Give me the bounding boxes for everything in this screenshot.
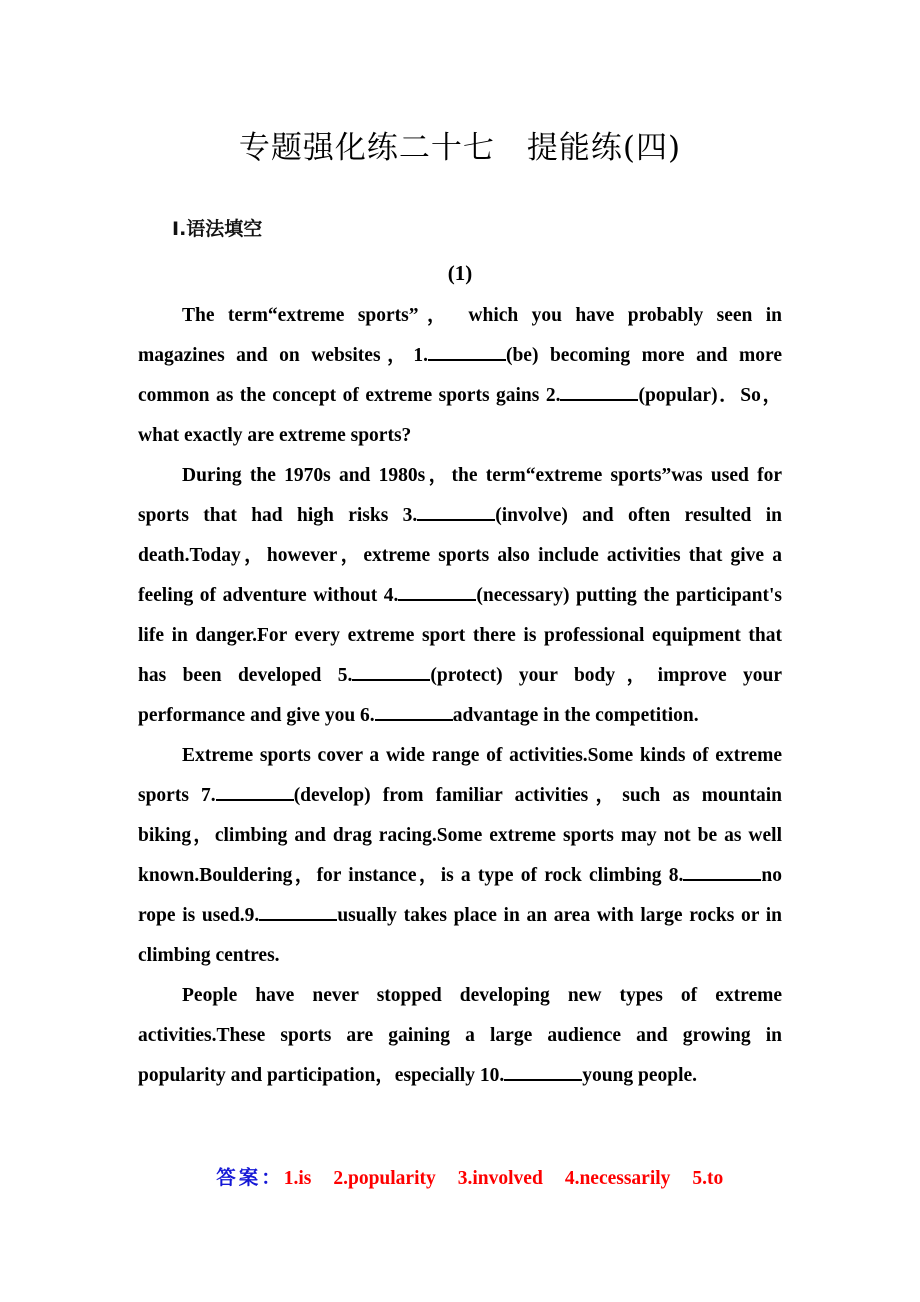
paragraph: People have never stopped developing new types of extreme activities.These sports are gaining a large audience and growing in popularity and participation，especially 10. young people.	[138, 985, 782, 1086]
answer-item: 2.popularity	[333, 1168, 436, 1189]
paragraph: The term“extreme sports”， which you have probably seen in magazines and on websites，1. (be) becoming more and more common as the concept of extreme sports gains 2. (popular)．So，what exactly are extreme sports?	[138, 305, 782, 446]
answer-blank-9[interactable]	[259, 901, 337, 921]
answer-blank-6[interactable]	[375, 701, 453, 721]
paragraph: During the 1970s and 1980s，the term“extreme sports”was used for sports that had high risks 3. (involve) and often resulted in death.Today，however，extreme sports also include activities that give a feeling of adventure without 4. (necessary) putting the participant's life in danger.For every extreme sport there is professional equipment that has been developed 5. (protect) your body，improve your performance and give you 6. advantage in the competition.	[138, 465, 783, 726]
answer-item: 1.is	[283, 1168, 312, 1189]
page-title: 专题强化练二十七 提能练(四)	[238, 130, 682, 166]
paragraph: Extreme sports cover a wide range of activities.Some kinds of extreme sports 7. (develop) from familiar activities，such as mountain biking，climbing and drag racing.Some extreme sports may not be as well known.Bouldering，for instance，is a type of rock climbing 8. no rope is used.9. usually takes place in an area with large rocks or in climbing centres.	[138, 745, 782, 966]
answer-item: 4.necessarily	[564, 1168, 671, 1189]
passage-body	[138, 296, 782, 1096]
answer-blank-2[interactable]	[560, 381, 638, 401]
answer-blank-7[interactable]	[216, 781, 294, 801]
answer-items	[284, 1168, 724, 1189]
answer-blank-3[interactable]	[417, 501, 495, 521]
answer-blank-10[interactable]	[504, 1061, 582, 1081]
answer-item: 3.involved	[457, 1168, 543, 1189]
answer-item: 5.to	[692, 1168, 724, 1189]
answer-blank-5[interactable]	[352, 661, 430, 681]
section-heading-grammar-fill: Ⅰ.语法填空	[172, 218, 263, 240]
answer-key-line	[138, 1128, 782, 1230]
answer-blank-1[interactable]	[428, 341, 506, 361]
passage-number: (1)	[447, 261, 473, 285]
answer-blank-4[interactable]	[398, 581, 476, 601]
answer-label: 答案：	[216, 1168, 284, 1189]
answer-blank-8[interactable]	[683, 861, 761, 881]
